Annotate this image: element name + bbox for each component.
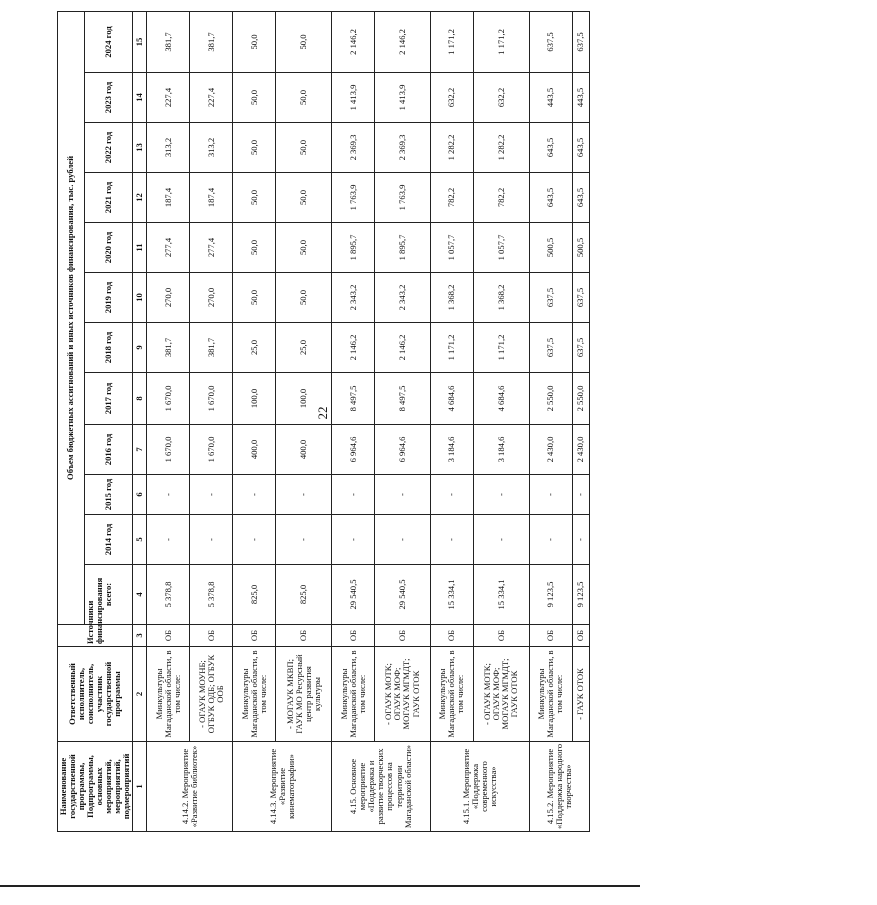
row-value: - <box>529 475 572 515</box>
row-value: - <box>332 475 375 515</box>
row-value: 643,5 <box>572 173 589 223</box>
header-year: 2018 год <box>84 323 132 373</box>
row-value: - <box>375 515 431 565</box>
row-value: 2 550,0 <box>529 373 572 425</box>
row-value: 643,5 <box>529 173 572 223</box>
row-value: 1 895,7 <box>332 223 375 273</box>
column-number: 10 <box>133 273 147 323</box>
row-value: 50,0 <box>276 11 332 72</box>
row-value: 50,0 <box>276 73 332 123</box>
row-value: 8 497,5 <box>375 373 431 425</box>
table-row <box>529 11 572 831</box>
row-value: 643,5 <box>529 123 572 173</box>
column-number: 13 <box>133 123 147 173</box>
header-name: Наименование государственной программы, Подпрограммы, основных мероприятий, мероприятий, подмероприятий <box>58 742 133 832</box>
row-source: ОБ <box>332 625 375 647</box>
row-value: 3 184,6 <box>473 425 529 475</box>
row-value: 1 057,7 <box>473 223 529 273</box>
row-value: 443,5 <box>529 73 572 123</box>
row-value: 4 684,6 <box>430 373 473 425</box>
row-value: 500,5 <box>529 223 572 273</box>
row-value: 270,0 <box>147 273 190 323</box>
row-value: 381,7 <box>190 11 233 72</box>
row-value: 1 763,9 <box>332 173 375 223</box>
row-executor: Минкультуры Магаданской области, в том числе: <box>332 647 375 742</box>
column-number: 8 <box>133 373 147 425</box>
row-source: ОБ <box>147 625 190 647</box>
row-value: 632,2 <box>430 73 473 123</box>
column-number: 4 <box>133 565 147 625</box>
row-value: 25,0 <box>233 323 276 373</box>
header-year: 2016 год <box>84 425 132 475</box>
row-executor: Минкультуры Магаданской области, в том числе: <box>147 647 190 742</box>
row-value: 1 368,2 <box>473 273 529 323</box>
header-year: 2014 год <box>84 515 132 565</box>
table-row <box>332 11 375 831</box>
table-row <box>375 11 431 831</box>
table-row <box>190 11 233 831</box>
row-value: 825,0 <box>233 565 276 625</box>
row-value: 1 670,0 <box>190 425 233 475</box>
row-value: 50,0 <box>233 73 276 123</box>
row-value: 1 171,2 <box>473 323 529 373</box>
row-source: ОБ <box>430 625 473 647</box>
table-row <box>473 11 529 831</box>
row-value: 277,4 <box>190 223 233 273</box>
row-value: 1 171,2 <box>430 323 473 373</box>
column-number: 2 <box>133 647 147 742</box>
row-value: 2 369,3 <box>375 123 431 173</box>
row-value: 1 895,7 <box>375 223 431 273</box>
row-value: 1 413,9 <box>375 73 431 123</box>
row-value: 2 369,3 <box>332 123 375 173</box>
row-value: 637,5 <box>572 11 589 72</box>
row-value: 632,2 <box>473 73 529 123</box>
row-value: - <box>473 475 529 515</box>
row-value: 1 670,0 <box>190 373 233 425</box>
row-value: 1 282,2 <box>430 123 473 173</box>
row-value: 400,0 <box>233 425 276 475</box>
row-value: 50,0 <box>233 173 276 223</box>
row-value: 400,0 <box>276 425 332 475</box>
row-value: 2 146,2 <box>332 323 375 373</box>
row-value: 9 123,5 <box>572 565 589 625</box>
table-row <box>276 11 332 831</box>
row-value: 1 171,2 <box>473 11 529 72</box>
table-row <box>233 11 276 831</box>
row-value: 50,0 <box>276 173 332 223</box>
row-value: 187,4 <box>147 173 190 223</box>
row-value: 50,0 <box>233 11 276 72</box>
row-value: - <box>430 515 473 565</box>
row-value: - <box>430 475 473 515</box>
header-source: Источники финансирования <box>58 625 133 647</box>
column-number: 6 <box>133 475 147 515</box>
row-value: - <box>147 475 190 515</box>
row-value: 50,0 <box>276 273 332 323</box>
row-value: - <box>147 515 190 565</box>
row-value: 227,4 <box>190 73 233 123</box>
financing-table <box>57 11 590 832</box>
row-value: 100,0 <box>276 373 332 425</box>
row-value: - <box>572 515 589 565</box>
row-value: 1 670,0 <box>147 373 190 425</box>
row-executor: - ОГАУК МОУНБ; ОГБУК ОДБ; ОГБУК ООБ <box>190 647 233 742</box>
row-value: 50,0 <box>276 123 332 173</box>
row-value: 637,5 <box>529 11 572 72</box>
row-value: 6 964,6 <box>332 425 375 475</box>
row-source: ОБ <box>276 625 332 647</box>
row-value: 381,7 <box>147 323 190 373</box>
row-source: ОБ <box>529 625 572 647</box>
table-row <box>430 11 473 831</box>
row-value: 15 334,1 <box>473 565 529 625</box>
row-value: 2 430,0 <box>572 425 589 475</box>
row-value: 1 057,7 <box>430 223 473 273</box>
column-number: 14 <box>133 73 147 123</box>
row-value: 2 146,2 <box>375 323 431 373</box>
row-value: 313,2 <box>190 123 233 173</box>
row-value: - <box>233 515 276 565</box>
page-bottom-rule <box>0 885 640 887</box>
row-value: 50,0 <box>233 223 276 273</box>
table-row <box>572 11 589 831</box>
header-year: 2023 год <box>84 73 132 123</box>
row-value: 381,7 <box>190 323 233 373</box>
row-value: - <box>233 475 276 515</box>
column-number: 3 <box>133 625 147 647</box>
row-executor: - ОГАУК МОТК; ОГАУК МОФ; МОГАУК МГМДТ; ГАУК ОТОК <box>375 647 431 742</box>
row-name: 4.14.2. Мероприятие «Развитие библиотек» <box>147 742 233 832</box>
page-number: 22 <box>315 406 330 420</box>
row-value: 500,5 <box>572 223 589 273</box>
row-value: 8 497,5 <box>332 373 375 425</box>
column-number: 1 <box>133 742 147 832</box>
row-source: ОБ <box>233 625 276 647</box>
column-number: 11 <box>133 223 147 273</box>
row-value: 5 378,8 <box>190 565 233 625</box>
row-name: 4.15. Основное мероприятие «Поддержка и развитие творческих процессов на территории Магаданской области» <box>332 742 431 832</box>
row-value: 50,0 <box>233 123 276 173</box>
row-value: 2 146,2 <box>375 11 431 72</box>
column-number: 15 <box>133 11 147 72</box>
header-year: 2020 год <box>84 223 132 273</box>
row-value: 2 146,2 <box>332 11 375 72</box>
header-year: 2017 год <box>84 373 132 425</box>
row-value: - <box>473 515 529 565</box>
row-value: 9 123,5 <box>529 565 572 625</box>
row-value: 100,0 <box>233 373 276 425</box>
column-number: 9 <box>133 323 147 373</box>
row-value: 227,4 <box>147 73 190 123</box>
row-executor: Минкультуры Магаданской области, в том числе: <box>233 647 276 742</box>
row-source: ОБ <box>572 625 589 647</box>
row-value: 1 368,2 <box>430 273 473 323</box>
header-executor: Ответственный исполнитель, соисполнитель, участник государственной программы <box>58 647 133 742</box>
row-value: 187,4 <box>190 173 233 223</box>
row-value: 6 964,6 <box>375 425 431 475</box>
row-value: 2 550,0 <box>572 373 589 425</box>
column-number: 5 <box>133 515 147 565</box>
row-name: 4.14.3. Мероприятие «Развитие кинематографии» <box>233 742 332 832</box>
row-executor: Минкультуры Магаданской области, в том числе: <box>430 647 473 742</box>
header-volume: Объем бюджетных ассигнований и иных источников финансирования, тыс. рублей <box>58 11 85 624</box>
row-value: 50,0 <box>276 223 332 273</box>
row-value: 2 430,0 <box>529 425 572 475</box>
row-executor: - ГАУК ОТОК <box>572 647 589 742</box>
row-value: 2 343,2 <box>332 273 375 323</box>
row-value: 643,5 <box>572 123 589 173</box>
row-value: 637,5 <box>529 273 572 323</box>
row-value: 1 763,9 <box>375 173 431 223</box>
row-value: - <box>529 515 572 565</box>
row-value: 4 684,6 <box>473 373 529 425</box>
row-source: ОБ <box>375 625 431 647</box>
row-value: 270,0 <box>190 273 233 323</box>
row-value: 3 184,6 <box>430 425 473 475</box>
row-value: - <box>572 475 589 515</box>
row-value: 50,0 <box>233 273 276 323</box>
row-value: 381,7 <box>147 11 190 72</box>
row-name: 4.15.1. Мероприятие «Поддержка современного искусства» <box>430 742 529 832</box>
column-number: 7 <box>133 425 147 475</box>
row-value: 2 343,2 <box>375 273 431 323</box>
row-executor: Минкультуры Магаданской области, в том числе: <box>529 647 572 742</box>
row-value: - <box>190 515 233 565</box>
row-value: 313,2 <box>147 123 190 173</box>
row-value: 15 334,1 <box>430 565 473 625</box>
row-value: 1 171,2 <box>430 11 473 72</box>
row-value: 637,5 <box>572 323 589 373</box>
header-total: всего: <box>84 565 132 625</box>
row-value: - <box>276 515 332 565</box>
rotated-table-wrapper <box>57 12 877 829</box>
header-year: 2015 год <box>84 475 132 515</box>
row-executor: - ОГАУК МОТК; ОГАУК МОФ; МОГАУК МГМДТ; ГАУК ОТОК <box>473 647 529 742</box>
row-source: ОБ <box>473 625 529 647</box>
row-value: - <box>190 475 233 515</box>
header-year: 2024 год <box>84 11 132 72</box>
row-value: - <box>276 475 332 515</box>
row-value: 5 378,8 <box>147 565 190 625</box>
row-value: - <box>375 475 431 515</box>
row-value: 25,0 <box>276 323 332 373</box>
row-value: 825,0 <box>276 565 332 625</box>
header-year: 2021 год <box>84 173 132 223</box>
row-value: 1 413,9 <box>332 73 375 123</box>
row-value: 1 670,0 <box>147 425 190 475</box>
row-value: 782,2 <box>473 173 529 223</box>
rotated-table <box>57 12 586 832</box>
row-value: 443,5 <box>572 73 589 123</box>
row-value: 29 540,5 <box>332 565 375 625</box>
row-value: 782,2 <box>430 173 473 223</box>
row-value: 637,5 <box>572 273 589 323</box>
column-number: 12 <box>133 173 147 223</box>
header-year: 2019 год <box>84 273 132 323</box>
row-source: ОБ <box>190 625 233 647</box>
row-executor: - МОГАУК МКВП; ГАУК МО Ресурсный центр развития культуры <box>276 647 332 742</box>
row-value: - <box>332 515 375 565</box>
table-row <box>147 11 190 831</box>
row-value: 277,4 <box>147 223 190 273</box>
row-name: 4.15.2. Мероприятие «Поддержка народного творчества» <box>529 742 589 832</box>
header-year: 2022 год <box>84 123 132 173</box>
row-value: 1 282,2 <box>473 123 529 173</box>
row-value: 29 540,5 <box>375 565 431 625</box>
row-value: 637,5 <box>529 323 572 373</box>
